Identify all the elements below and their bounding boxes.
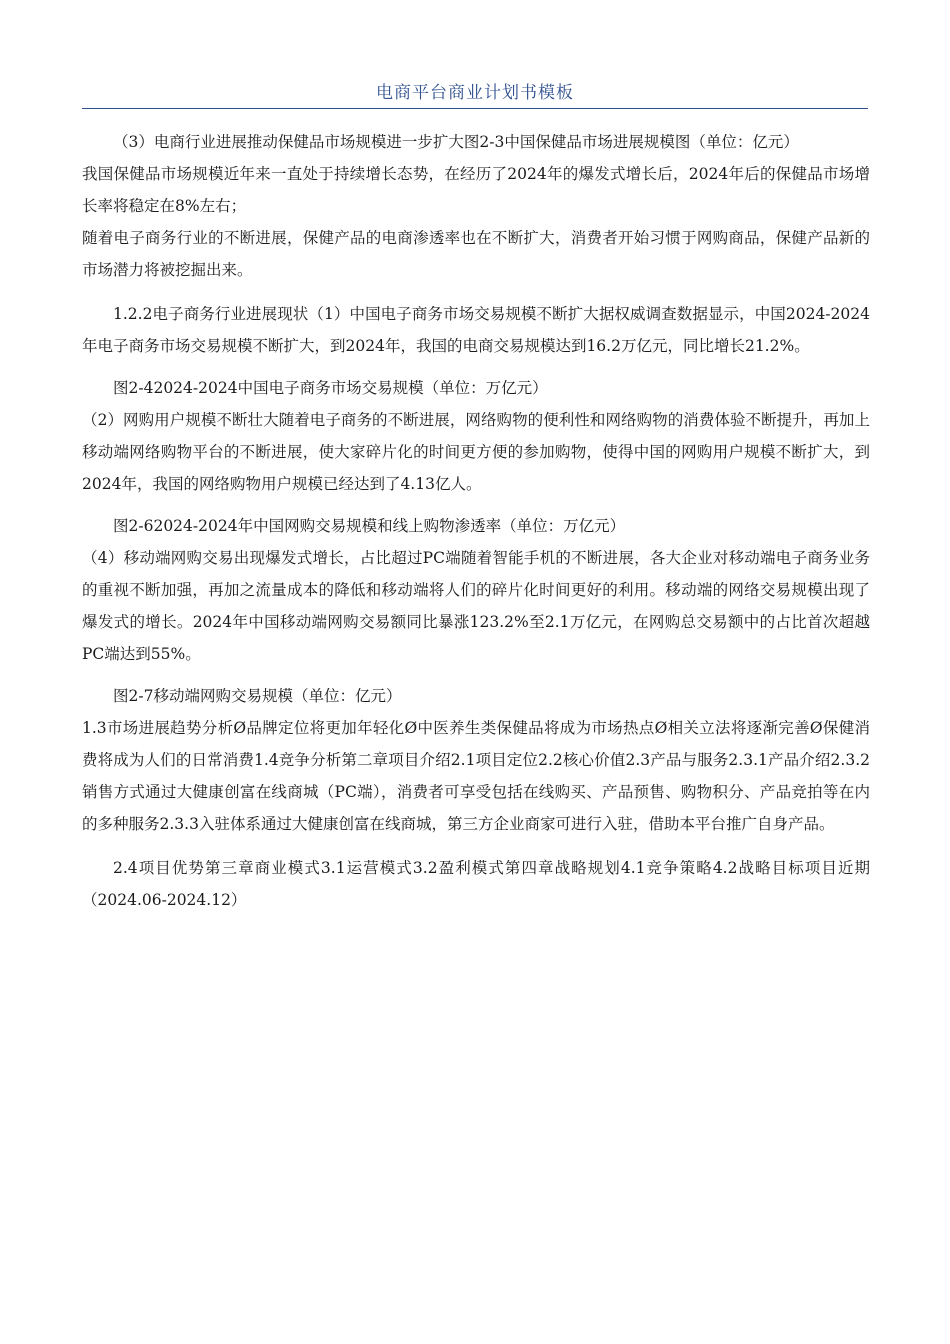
paragraph-ecommerce-penetration: 随着电子商务行业的不断进展，保健产品的电商渗透率也在不断扩大，消费者开始习惯于网购商品，保健产品新的市场潜力将被挖掘出来。 — [82, 229, 870, 279]
paragraph-mobile-shopping: （4）移动端网购交易出现爆发式增长，占比超过PC端随着智能手机的不断进展，各大企业对移动端电子商务业务的重视不断加强，再加之流量成本的降低和移动端将人们的碎片化时间更好的利用。移动端的网络交易规模出现了爆发式的增长。2024年中国移动端网购交易额同比暴涨123.2%至2.1万亿元，在网购总交易额中的占比首次超越PC端达到55%。 — [82, 549, 870, 663]
paragraph-project-advantages: 2.4项目优势第三章商业模式3.1运营模式3.2盈利模式第四章战略规划4.1竞争策略4.2战略目标项目近期（2024.06-2024.12） — [82, 859, 870, 909]
figure-caption-2-4: 图2-42024-2024中国电子商务市场交易规模（单位：万亿元） — [113, 379, 548, 397]
document-body — [82, 126, 870, 916]
paragraph-online-users: （2）网购用户规模不断壮大随着电子商务的不断进展，网络购物的便利性和网络购物的消费体验不断提升，再加上移动端网络购物平台的不断进展，使大家碎片化的时间更方便的参加购物，使得中国的网购用户规模不断扩大，到2024年，我国的网络购物用户规模已经达到了4.13亿人。 — [82, 411, 870, 493]
paragraph-market-growth: 我国保健品市场规模近年来一直处于持续增长态势，在经历了2024年的爆发式增长后，2024年后的保健品市场增长率将稳定在8%左右； — [82, 165, 870, 215]
paragraph-ecommerce-status: 1.2.2电子商务行业进展现状（1）中国电子商务市场交易规模不断扩大据权威调查数据显示，中国2024-2024年电子商务市场交易规模不断扩大，到2024年，我国的电商交易规模达到16.2万亿元，同比增长21.2%。 — [82, 305, 870, 355]
paragraph-health-market-scale: （3）电商行业进展推动保健品市场规模进一步扩大图2-3中国保健品市场进展规模图（单位：亿元） — [113, 133, 799, 151]
header-title: 电商平台商业计划书模板 — [376, 83, 574, 103]
paragraph-market-trends: 1.3市场进展趋势分析Ø品牌定位将更加年轻化Ø中医养生类保健品将成为市场热点Ø相关立法将逐渐完善Ø保健消费将成为人们的日常消费1.4竞争分析第二章项目介绍2.1项目定位2.2核心价值2.3产品与服务2.3.1产品介绍2.3.2销售方式通过大健康创富在线商城（PC端），消费者可享受包括在线购买、产品预售、购物积分、产品竞拍等在内的多种服务2.3.3入驻体系通过大健康创富在线商城，第三方企业商家可进行入驻，借助本平台推广自身产品。 — [82, 719, 870, 833]
page-header — [82, 78, 868, 109]
figure-caption-2-6: 图2-62024-2024年中国网购交易规模和线上购物渗透率（单位：万亿元） — [113, 517, 626, 535]
figure-caption-2-7: 图2-7移动端网购交易规模（单位：亿元） — [113, 687, 402, 705]
